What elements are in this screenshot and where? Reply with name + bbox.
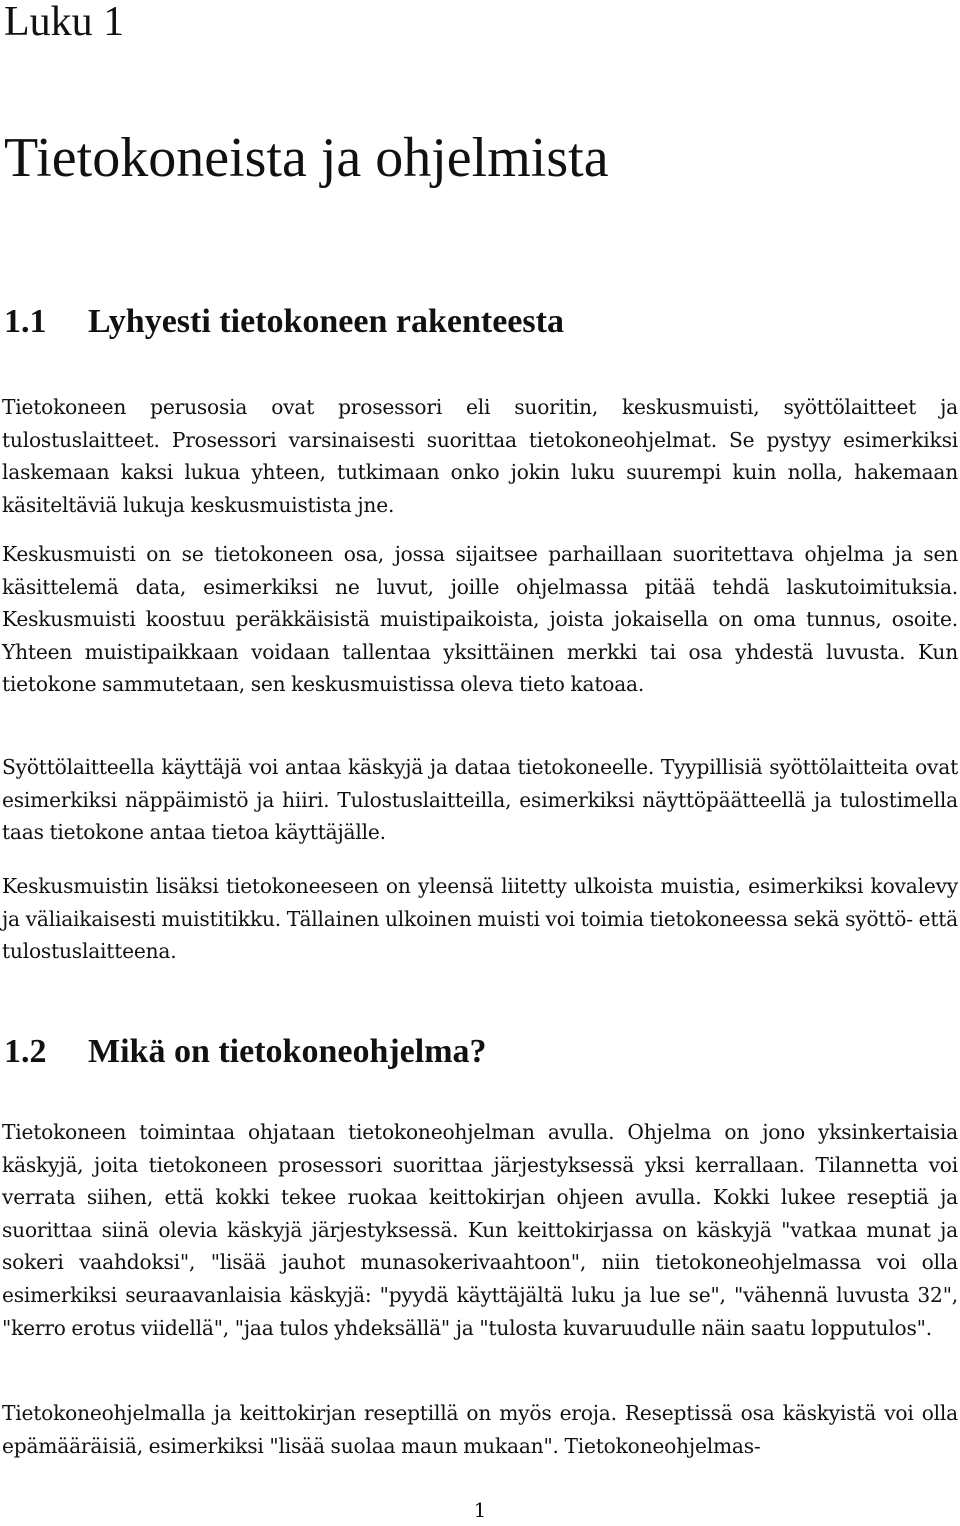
chapter-label: Luku 1 [4, 0, 125, 45]
section-heading-1-1 [4, 302, 564, 342]
paragraph: Tietokoneen perusosia ovat prosessori eli suoritin, keskusmuisti, syöttölaitteet ja tulostuslaitteet. Prosessori varsinaisesti suorittaa tietokoneohjelmat. Se pystyy esimerkiksi laskemaan kaksi lukua yhteen, tutkimaan onko jokin luku suurempi kuin nolla, hakemaan käsiteltäviä lukuja keskusmuistista jne. [2, 395, 958, 517]
chapter-title: Tietokoneista ja ohjelmista [4, 127, 609, 189]
paragraph: Syöttölaitteella käyttäjä voi antaa käskyjä ja dataa tietokoneelle. Tyypillisiä syöttölaitteita ovat esimerkiksi näppäimistö ja hiiri. Tulostuslaitteilla, esimerkiksi näyttöpäätteellä ja tulostimella taas tietokone antaa tietoa käyttäjälle. [2, 755, 958, 845]
paragraph: Tietokoneen toimintaa ohjataan tietokoneohjelman avulla. Ohjelma on jono yksinkertaisia käskyjä, joita tietokoneen prosessori suorittaa järjestyksessä yksi kerrallaan. Tilannetta voi verrata siihen, että kokki tekee ruokaa keittokirjan ohjeen avulla. Kokki lukee reseptiä ja suorittaa siinä olevia käskyjä järjestyksessä. Kun keittokirjassa on käskyjä "vatkaa munat ja sokeri vaahdoksi", "lisää jauhot munasokerivaahtoon", niin tietokoneohjelmassa voi olla esimerkiksi seuraavanlaisia käskyjä: "pyydä käyttäjältä luku ja lue se", "vähennä luvusta 32", "kerro erotus viidellä", "jaa tulos yhdeksällä" ja "tulosta kuvaruudulle näin saatu lopputulos". [2, 1120, 958, 1340]
section-number: 1.2 [4, 1033, 47, 1070]
section-title-text: Mikä on tietokoneohjelma? [88, 1033, 487, 1070]
section-number: 1.1 [4, 303, 47, 340]
paragraph: Keskusmuistin lisäksi tietokoneeseen on yleensä liitetty ulkoista muistia, esimerkiksi kovalevy ja väliaikaisesti muistitikku. Tällainen ulkoinen muisti voi toimia tietokoneessa sekä syöttö- että tulostuslaitteena. [2, 874, 958, 964]
section-heading-1-2 [4, 1032, 487, 1072]
section-title-text: Lyhyesti tietokoneen rakenteesta [88, 303, 564, 340]
paragraph: Tietokoneohjelmalla ja keittokirjan reseptillä on myös eroja. Reseptissä osa käskyistä voi olla epämääräisiä, esimerkiksi "lisää suolaa maun mukaan". Tietokoneohjelmas- [2, 1401, 958, 1458]
paragraph: Keskusmuisti on se tietokoneen osa, jossa sijaitsee parhaillaan suoritettava ohjelma ja sen käsittelemä data, esimerkiksi ne luvut, joille ohjelmassa pitää tehdä laskutoimituksia. Keskusmuisti koostuu peräkkäisistä muistipaikoista, joista jokaisella on oma tunnus, osoite. Yhteen muistipaikkaan voidaan tallentaa yksittäinen merkki tai osa yhdestä luvusta. Kun tietokone sammutetaan, sen keskusmuistissa oleva tieto katoaa. [2, 542, 958, 697]
page-number: 1 [473, 1498, 487, 1522]
